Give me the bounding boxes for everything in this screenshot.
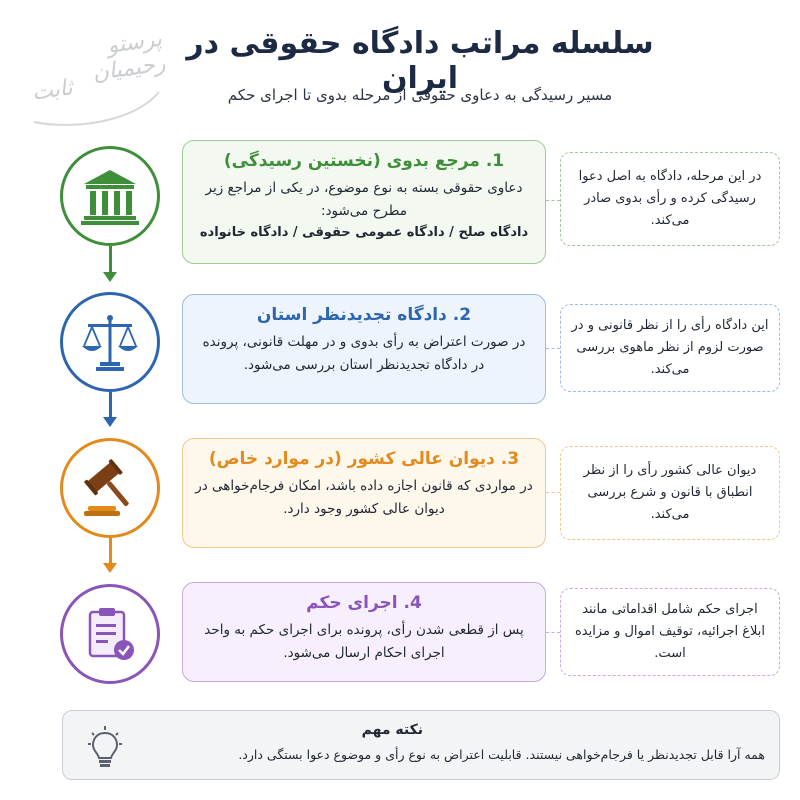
step-2-card [182,294,546,404]
step-1-note-link [546,200,560,201]
scales-icon [78,310,142,374]
step-4-circle [60,584,160,684]
connector-2-3 [109,392,112,417]
step-2-note-link [546,348,560,349]
watermark-line-1: پرستو رحیمیان [91,26,167,87]
tip-title: نکته مهم [361,722,423,738]
step-3-card [182,438,546,548]
step-3-body: در مواردی که قانون اجازه داده باشد، امکان فرجام‌خواهی در دیوان عالی کشور وجود دارد. [195,478,533,517]
gavel-icon [78,456,142,520]
arrow-2-3 [103,417,117,427]
step-1-circle [60,146,160,246]
connector-1-2 [109,246,112,272]
step-2-circle [60,292,160,392]
step-4-title: 4. اجرای حکم [306,593,422,613]
tip-box [62,710,780,780]
arrow-3-4 [103,563,117,573]
step-3-note: دیوان عالی کشور رأی را از نظر انطباق با قانون و شرع بررسی می‌کند. [560,446,780,540]
clipboard-check-icon [78,602,142,666]
connector-3-4 [109,538,112,563]
watermark-swash [14,22,164,132]
step-1-body: دعاوی حقوقی بسته به نوع موضوع، در یکی از مراجع زیر مطرح می‌شود: [205,180,523,219]
step-2-note: این دادگاه رأی را از نظر قانونی و در صورت لزوم از نظر ماهوی بررسی می‌کند. [560,304,780,392]
step-2-body: در صورت اعتراض به رأی بدوی و در مهلت قانونی، پرونده در دادگاه تجدیدنظر استان بررسی می‌شود. [202,334,526,373]
step-3-note-link [546,492,560,493]
step-2-title: 2. دادگاه تجدیدنظر استان [256,305,472,325]
step-4-card [182,582,546,682]
page-subtitle: مسیر رسیدگی به دعاوی حقوقی از مرحله بدوی تا اجرای حکم [227,86,613,104]
tip-text: همه آرا قابل تجدیدنظر یا فرجام‌خواهی نیستند. قابلیت اعتراض به نوع رأی و موضوع دعوا بستگی دارد. [238,747,765,762]
watermark-line-2: ثابت [30,75,75,106]
step-3-circle [60,438,160,538]
lightbulb-icon [85,725,125,769]
step-4-body: پس از قطعی شدن رأی، پرونده برای اجرای حکم به واحد اجرای احکام ارسال می‌شود. [204,622,524,661]
step-4-note: اجرای حکم شامل اقداماتی مانند ابلاغ اجرائیه، توقیف اموال و مزایده است. [560,588,780,676]
step-4-note-link [546,632,560,633]
step-1-note: در این مرحله، دادگاه به اصل دعوا رسیدگی کرده و رأی بدوی صادر می‌کند. [560,152,780,246]
watermark [14,22,167,132]
step-1-courts: دادگاه صلح / دادگاه عمومی حقوقی / دادگاه خانواده [199,225,529,240]
step-1-card [182,140,546,264]
step-3-title: 3. دیوان عالی کشور (در موارد خاص) [208,449,520,469]
courthouse-icon [78,164,142,228]
page-title: سلسله مراتب دادگاه حقوقی در ایران [186,26,654,96]
step-1-title: 1. مرجع بدوی (نخستین رسیدگی) [223,151,505,171]
arrow-1-2 [103,272,117,282]
